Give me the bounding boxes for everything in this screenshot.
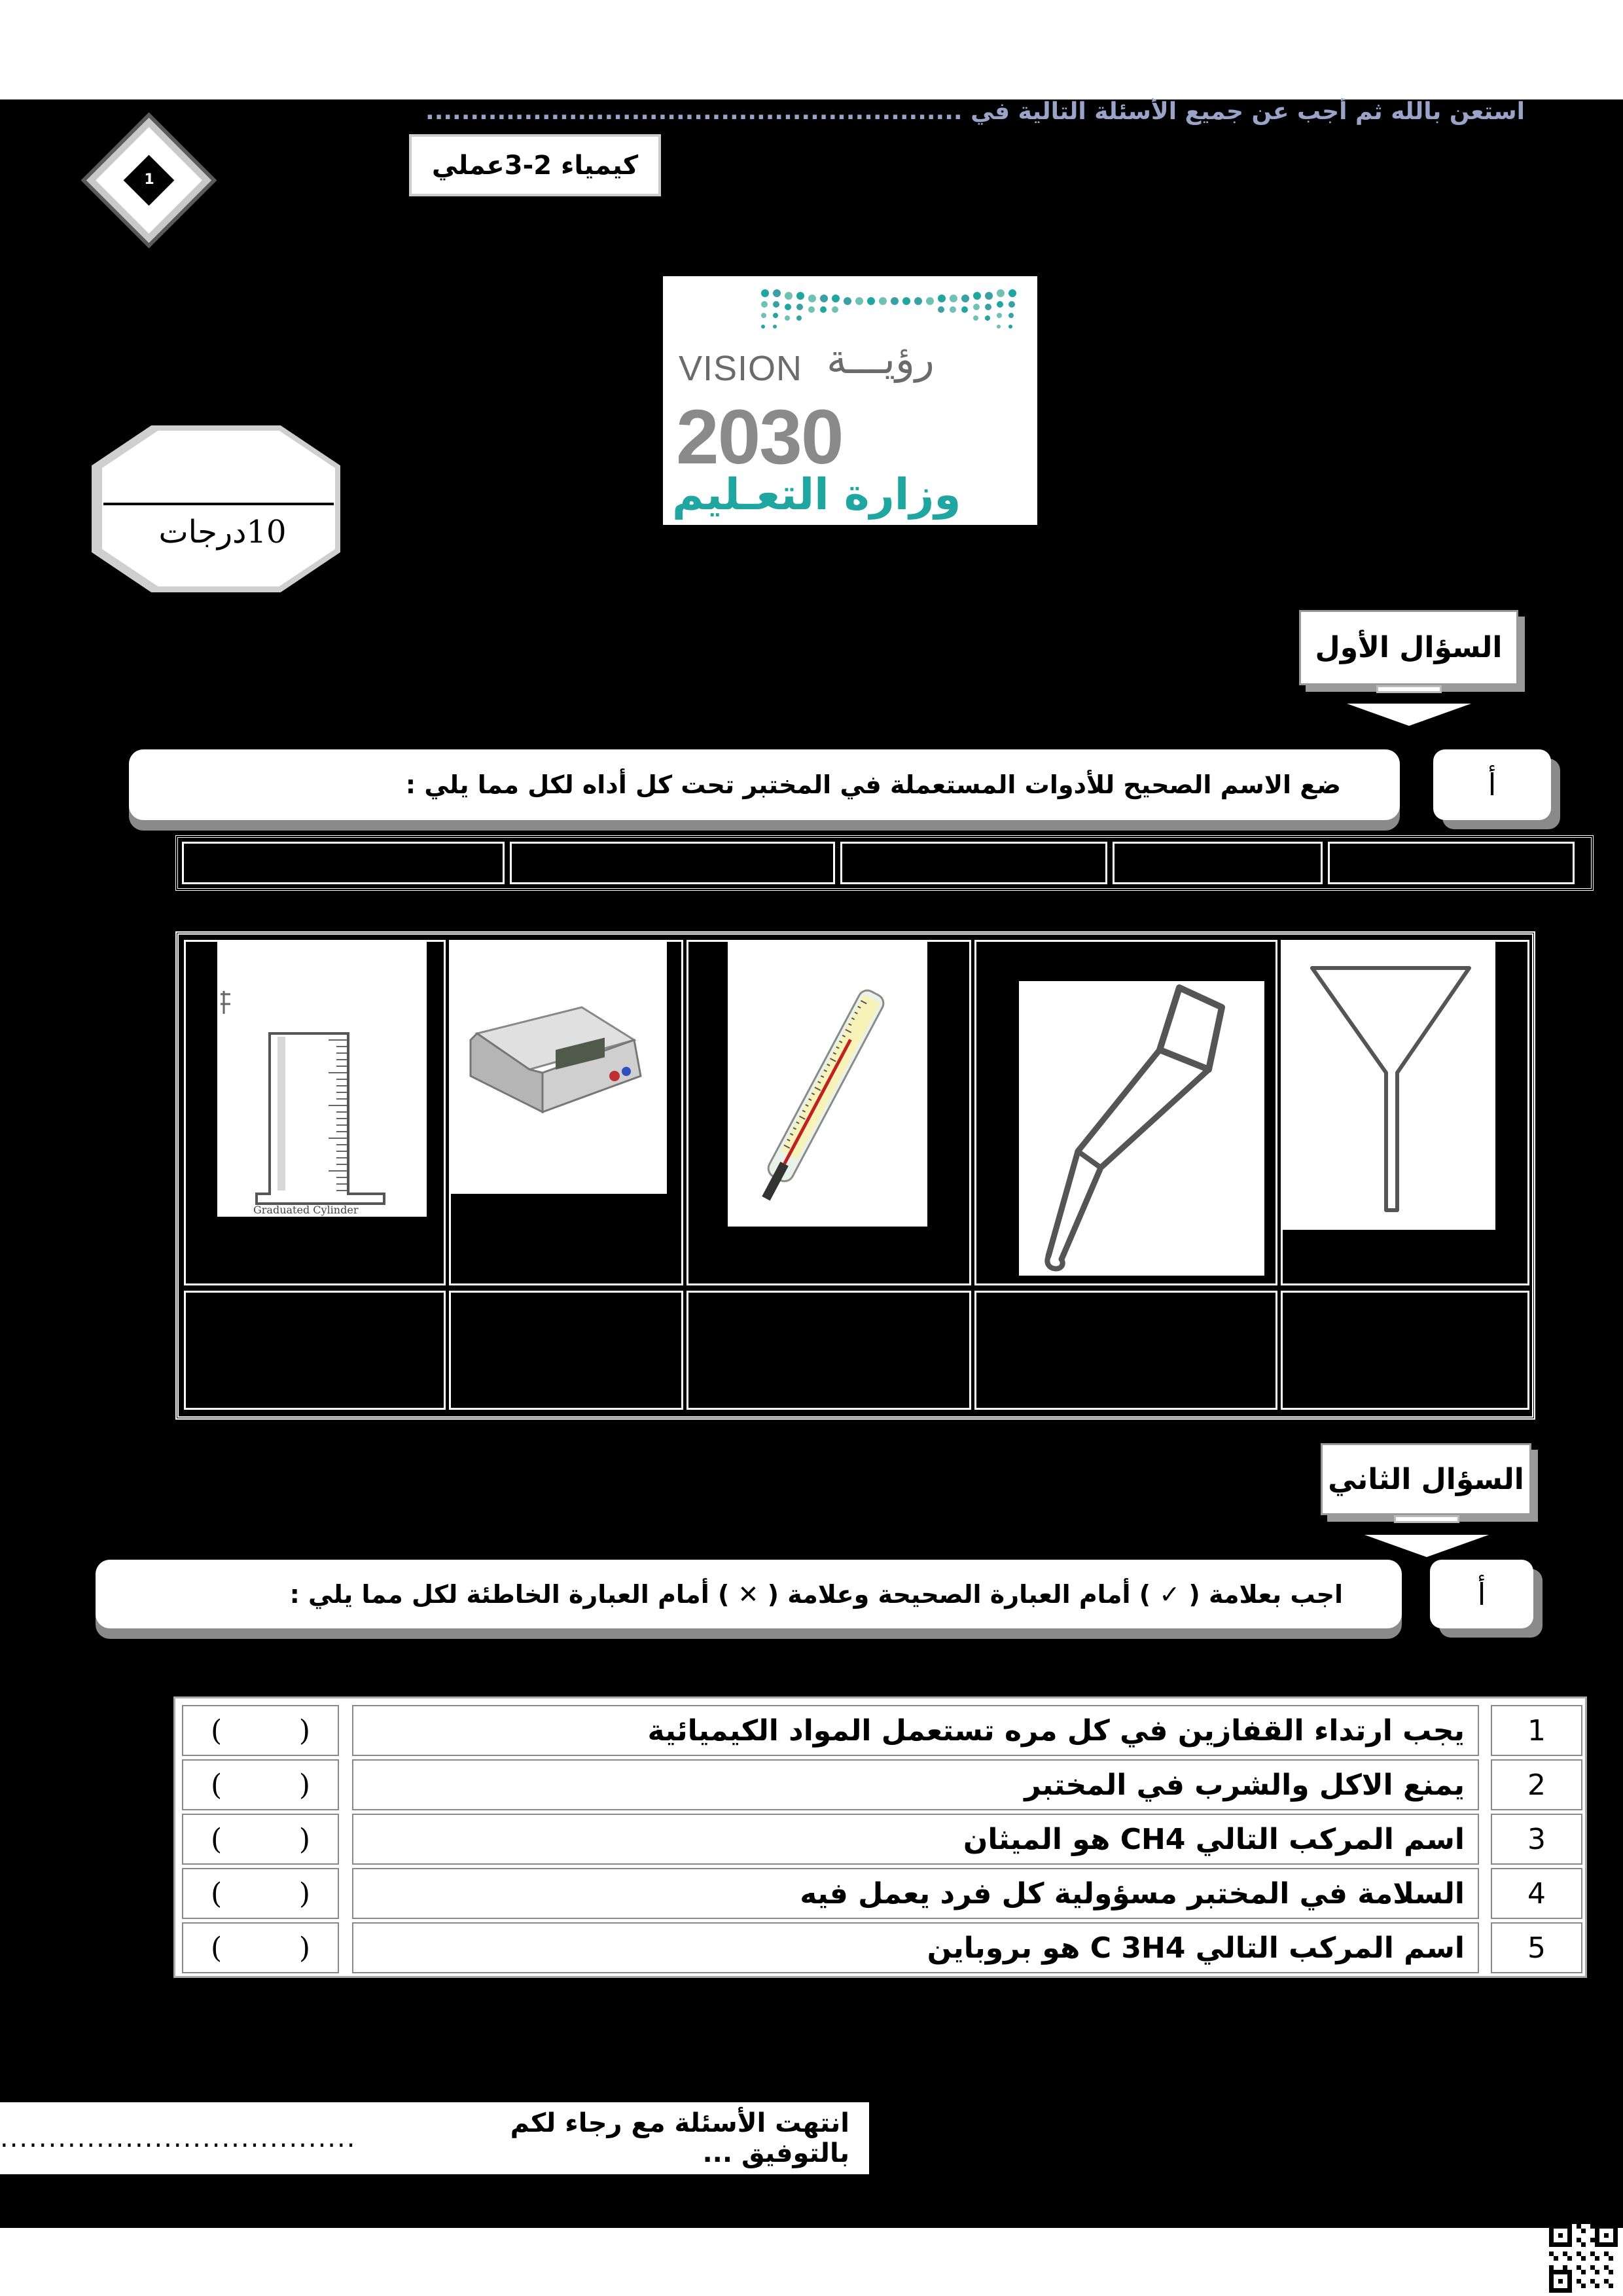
statement-number: 1	[1491, 1705, 1582, 1756]
digital-balance-image	[451, 942, 667, 1194]
logo-dot	[761, 289, 769, 297]
qr-module	[1604, 2233, 1609, 2238]
qr-module	[1558, 2233, 1563, 2238]
true-false-table	[173, 1696, 1587, 1978]
qr-module	[1595, 2242, 1599, 2247]
qr-module	[1558, 2288, 1563, 2293]
qr-module	[1595, 2238, 1599, 2242]
qr-module	[1595, 2256, 1599, 2261]
logo-dot	[902, 297, 910, 305]
qr-module	[1549, 2242, 1554, 2247]
logo-dot	[1008, 289, 1016, 297]
logo-dot	[914, 297, 922, 305]
qr-module	[1549, 2270, 1554, 2274]
logo-ruya-text: رؤيـــة	[827, 335, 935, 383]
qr-module	[1567, 2224, 1572, 2229]
question1-instruction	[129, 749, 1400, 820]
qr-module	[1595, 2229, 1599, 2233]
qr-module	[1558, 2224, 1563, 2229]
qr-module	[1599, 2242, 1604, 2247]
logo-dot	[773, 301, 779, 308]
qr-module	[1567, 2274, 1572, 2279]
logo-dot	[820, 295, 828, 302]
question2-instruction	[96, 1560, 1402, 1628]
qr-module	[1554, 2256, 1558, 2261]
graduated-cylinder-caption: Graduated Cylinder	[253, 1204, 359, 1216]
statement-number: 4	[1491, 1868, 1582, 1919]
qr-module	[1590, 2224, 1595, 2229]
qr-module	[1609, 2270, 1613, 2274]
qr-module	[1558, 2242, 1563, 2247]
qr-module	[1567, 2288, 1572, 2293]
paren-open: (	[211, 1931, 223, 1965]
qr-module	[1549, 2224, 1554, 2229]
logo-dot	[997, 325, 1001, 329]
qr-module	[1563, 2242, 1567, 2247]
qr-module	[1613, 2229, 1618, 2233]
tool-name-answer-cell[interactable]	[1113, 842, 1323, 884]
question1-arrow-stem	[1376, 685, 1442, 693]
statement-row	[182, 1705, 1582, 1756]
statement-text: يمنع الاكل والشرب في المختبر	[352, 1759, 1479, 1810]
qr-code-icon	[1549, 2224, 1618, 2293]
tool-name-answer-cell[interactable]	[1328, 842, 1575, 884]
logo-dot	[938, 306, 944, 313]
qr-module	[1577, 2265, 1581, 2270]
statement-number: 3	[1491, 1814, 1582, 1865]
qr-module	[1567, 2233, 1572, 2238]
qr-module	[1567, 2256, 1572, 2261]
qr-module	[1599, 2224, 1604, 2229]
logo-dot	[796, 292, 804, 300]
qr-module	[1581, 2270, 1586, 2274]
tool-cell-thermometer	[687, 940, 971, 1285]
question2-title: السؤال الثاني	[1321, 1443, 1531, 1515]
logo-dot	[820, 306, 827, 313]
crucible-tongs-image	[1019, 981, 1264, 1276]
question2-letter: أ	[1430, 1560, 1533, 1628]
logo-dot	[773, 325, 777, 329]
logo-dot	[1008, 313, 1014, 318]
qr-module	[1567, 2238, 1572, 2242]
grade-label: 10درجات	[158, 514, 287, 550]
tool-name-answer-cell[interactable]	[510, 842, 835, 884]
logo-dot	[891, 297, 899, 305]
qr-module	[1613, 2233, 1618, 2238]
paren-close: )	[298, 1822, 310, 1856]
qr-module	[1581, 2284, 1586, 2288]
tool-answer-cell[interactable]	[974, 1291, 1277, 1410]
statement-row	[182, 1922, 1582, 1973]
crucible-tongs-icon	[1019, 981, 1264, 1276]
qr-module	[1590, 2238, 1595, 2242]
qr-module	[1549, 2265, 1554, 2270]
answer-mark-cell[interactable]	[182, 1868, 339, 1919]
logo-dot	[973, 292, 981, 300]
qr-module	[1609, 2224, 1613, 2229]
funnel-image	[1283, 942, 1495, 1230]
paren-close: )	[298, 1876, 310, 1910]
tool-name-answer-row	[175, 835, 1594, 891]
paren-open: (	[211, 1876, 223, 1910]
qr-module	[1563, 2288, 1567, 2293]
logo-ministry-text: وزارة التعـليم	[672, 469, 961, 520]
logo-dot	[997, 289, 1005, 297]
logo-dot	[785, 304, 791, 310]
paren-open: (	[211, 1768, 223, 1802]
qr-module	[1577, 2251, 1581, 2256]
paren-open: (	[211, 1713, 223, 1748]
qr-module	[1567, 2270, 1572, 2274]
logo-dot	[761, 313, 766, 318]
statement-text: يجب ارتداء القفازين في كل مره تستعمل المواد الكيميائية	[352, 1705, 1479, 1756]
logo-dot	[961, 295, 969, 302]
qr-module	[1549, 2288, 1554, 2293]
funnel-icon	[1283, 942, 1495, 1230]
qr-module	[1613, 2238, 1618, 2242]
qr-module	[1577, 2224, 1581, 2229]
paren-close: )	[298, 1768, 310, 1802]
qr-module	[1609, 2284, 1613, 2288]
logo-dot	[832, 295, 840, 302]
statement-text: السلامة في المختبر مسؤولية كل فرد يعمل فيه	[352, 1868, 1479, 1919]
subject-label: كيمياء 2-3عملي	[409, 134, 661, 196]
qr-module	[1549, 2229, 1554, 2233]
statement-number: 5	[1491, 1922, 1582, 1973]
logo-dot	[1008, 325, 1012, 329]
qr-module	[1563, 2265, 1567, 2270]
thermometer-image	[728, 942, 927, 1227]
tool-cell-funnel	[1281, 940, 1529, 1285]
logo-dot	[855, 297, 863, 305]
grade-octagon	[102, 431, 335, 586]
qr-module	[1581, 2256, 1586, 2261]
statement-row	[182, 1868, 1582, 1919]
tool-answer-cell[interactable]	[1281, 1291, 1529, 1410]
logo-dot	[1008, 301, 1015, 308]
logo-dot	[879, 297, 887, 305]
qr-module	[1567, 2229, 1572, 2233]
logo-dot	[985, 315, 990, 321]
answer-mark-cell[interactable]	[182, 1814, 339, 1865]
logo-dot	[950, 306, 956, 313]
qr-module	[1554, 2270, 1558, 2274]
qr-module	[1609, 2256, 1613, 2261]
digital-balance-icon	[451, 942, 667, 1194]
logo-dot	[785, 292, 793, 300]
logo-dot	[773, 313, 778, 318]
question1-letter: أ	[1433, 749, 1551, 820]
lab-tools-table	[175, 931, 1535, 1420]
footer-dots: .....................................	[0, 2123, 357, 2153]
logo-year-text: 2030	[676, 394, 843, 480]
logo-dot	[973, 315, 978, 321]
logo-dot	[867, 297, 875, 305]
statement-text: اسم المركب التالي CH4 هو الميثان	[352, 1814, 1479, 1865]
logo-dot	[973, 304, 980, 310]
logo-dot	[950, 295, 957, 302]
qr-module	[1567, 2284, 1572, 2288]
tool-cell-balance	[449, 940, 683, 1285]
qr-module	[1604, 2279, 1609, 2284]
qr-module	[1581, 2242, 1586, 2247]
qr-module	[1590, 2251, 1595, 2256]
tool-answer-cell[interactable]	[687, 1291, 971, 1410]
tool-name-answer-cell[interactable]	[182, 842, 505, 884]
answer-mark-cell[interactable]	[182, 1705, 339, 1756]
qr-module	[1595, 2224, 1599, 2229]
qr-module	[1604, 2265, 1609, 2270]
qr-module	[1613, 2242, 1618, 2247]
qr-module	[1549, 2251, 1554, 2256]
logo-dot	[985, 304, 991, 310]
qr-module	[1554, 2224, 1558, 2229]
question2-arrow-stem	[1394, 1515, 1459, 1523]
qr-module	[1563, 2270, 1567, 2274]
graduated-cylinder-icon	[217, 942, 427, 1217]
qr-module	[1549, 2238, 1554, 2242]
question2-arrow-icon	[1364, 1535, 1489, 1557]
qr-module	[1577, 2238, 1581, 2242]
paren-open: (	[211, 1822, 223, 1856]
logo-dot	[796, 304, 803, 310]
logo-vision-text: VISION	[679, 349, 803, 388]
answer-mark-cell[interactable]	[182, 1759, 339, 1810]
grade-divider	[103, 503, 334, 505]
logo-dot	[785, 315, 790, 321]
qr-module	[1595, 2233, 1599, 2238]
tool-answer-cell[interactable]	[449, 1291, 683, 1410]
statement-row	[182, 1814, 1582, 1865]
header-instruction: استعن بالله ثم أجب عن جميع الأسئلة التالية في ............................................................	[425, 98, 1525, 125]
tool-name-answer-cell[interactable]	[840, 842, 1107, 884]
qr-module	[1595, 2284, 1599, 2288]
footer	[0, 2102, 869, 2174]
tool-cell-crucible-tongs	[974, 940, 1277, 1285]
qr-module	[1577, 2279, 1581, 2284]
logo-dot	[832, 306, 838, 313]
qr-module	[1567, 2279, 1572, 2284]
qr-module	[1604, 2251, 1609, 2256]
qr-module	[1558, 2270, 1563, 2274]
logo-dot	[808, 306, 815, 313]
footer-text: انتهت الأسئلة مع رجاء لكم بالتوفيق ...	[510, 2108, 849, 2168]
logo-dot	[926, 297, 934, 305]
qr-module	[1590, 2279, 1595, 2284]
logo-dot	[808, 295, 816, 302]
qr-module	[1554, 2242, 1558, 2247]
graduated-cylinder-image	[217, 942, 427, 1217]
logo-dot	[761, 301, 768, 308]
vision-2030-logo	[663, 276, 1037, 525]
qr-module	[1567, 2242, 1572, 2247]
tool-cell-graduated-cylinder	[184, 940, 446, 1285]
qr-module	[1549, 2284, 1554, 2288]
qr-module	[1581, 2229, 1586, 2233]
logo-dot	[844, 297, 851, 305]
logo-dot	[985, 292, 993, 300]
paren-close: )	[298, 1713, 310, 1748]
logo-dot	[796, 315, 802, 321]
qr-module	[1609, 2242, 1613, 2247]
qr-module	[1604, 2224, 1609, 2229]
question1-title: السؤال الأول	[1299, 610, 1518, 685]
answer-mark-cell[interactable]	[182, 1922, 339, 1973]
paren-close: )	[298, 1931, 310, 1965]
qr-module	[1613, 2224, 1618, 2229]
logo-dot	[961, 306, 968, 313]
statement-number: 2	[1491, 1759, 1582, 1810]
question1-instruction-text: ضع الاسم الصحيح للأدوات المستعملة في المختبر تحت كل أداه لكل مما يلي :	[405, 770, 1341, 799]
qr-module	[1554, 2288, 1558, 2293]
question1-arrow-icon	[1347, 704, 1471, 726]
logo-dot	[997, 301, 1003, 308]
thermometer-icon	[728, 942, 927, 1227]
qr-module	[1549, 2233, 1554, 2238]
logo-dot	[938, 295, 946, 302]
statement-text: اسم المركب التالي C 3H4 هو بروباين	[352, 1922, 1479, 1973]
logo-dot	[773, 289, 781, 297]
statement-row	[182, 1759, 1582, 1810]
logo-dot	[997, 313, 1002, 318]
logo-dot	[761, 325, 765, 329]
qr-module	[1549, 2279, 1554, 2284]
qr-module	[1595, 2270, 1599, 2274]
question2-instruction-text: اجب بعلامة ( ✓ ) أمام العبارة الصحيحة وعلامة ( ✕ ) أمام العبارة الخاطئة لكل مما يلي :	[289, 1579, 1343, 1609]
tool-answer-cell[interactable]	[184, 1291, 446, 1410]
page-number: 1	[144, 171, 154, 188]
qr-module	[1604, 2242, 1609, 2247]
qr-module	[1563, 2251, 1567, 2256]
qr-module	[1558, 2279, 1563, 2284]
qr-module	[1563, 2224, 1567, 2229]
qr-module	[1549, 2274, 1554, 2279]
qr-module	[1590, 2265, 1595, 2270]
